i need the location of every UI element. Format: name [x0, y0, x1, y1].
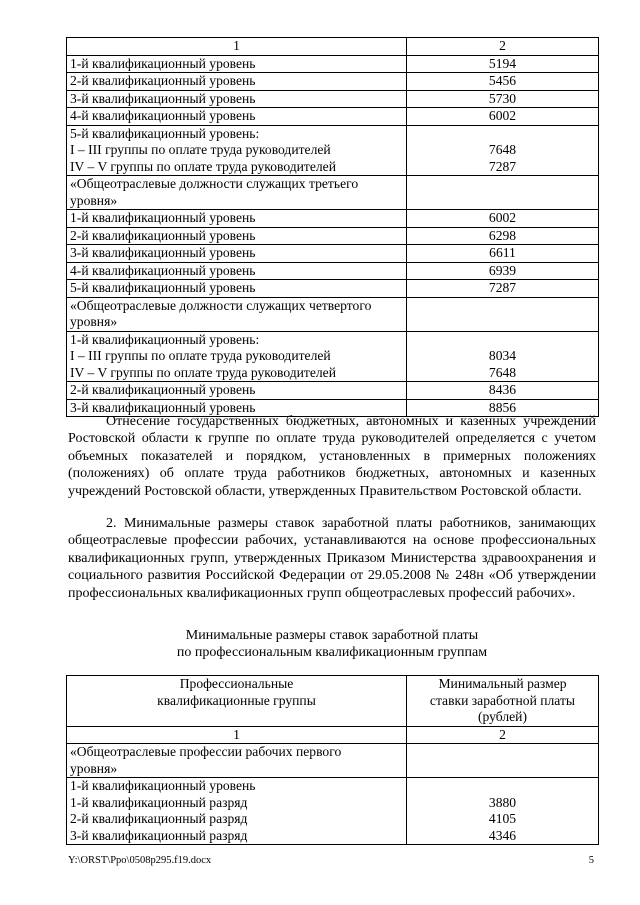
- row-label: 5-й квалификационный уровень: [67, 280, 407, 298]
- table-row: [67, 262, 599, 280]
- salary-table-2: [66, 675, 599, 845]
- row-value: 6298: [407, 227, 599, 245]
- row-label: «Общеотраслевые профессии рабочих первого уровня»: [67, 744, 407, 778]
- table-row: [67, 280, 599, 298]
- paragraph-2-text: 2. Минимальные размеры ставок заработной платы работников, занимающих общеотраслевые профессии рабочих, устанавливаются на основе профессиональных квалификационных групп, утвержденных Приказом Министерства здравоохранения и социального развития Российской Федерации от 29.05.2008 № 248н «Об утверждении профессиональных квалификационных групп общеотраслевых профессий рабочих».: [68, 516, 596, 601]
- column-number-1: 1: [67, 726, 407, 744]
- row-value: [407, 176, 599, 210]
- row-label: 1-й квалификационный уровень: [67, 55, 407, 73]
- footer-page-number: 5: [588, 855, 594, 866]
- table-2-column-numbers: [67, 726, 599, 744]
- column-number-2: 2: [407, 726, 599, 744]
- row-value: 5194: [407, 55, 599, 73]
- column-header-min-rate: Минимальный размер ставки заработной платы (рублей): [407, 676, 599, 727]
- table-row: [67, 331, 599, 382]
- table-row: [67, 176, 599, 210]
- row-value: 6002: [407, 108, 599, 126]
- row-value: 8034 7648: [407, 331, 599, 382]
- table-row: [67, 125, 599, 176]
- table-row: [67, 55, 599, 73]
- row-value: 3880 4105 4346: [407, 778, 599, 845]
- row-value: [407, 744, 599, 778]
- footer-file-path: Y:\ORST\Ppo\0508p295.f19.docx: [68, 855, 212, 866]
- row-label: 3-й квалификационный уровень: [67, 245, 407, 263]
- table-2-heading: [66, 627, 598, 662]
- column-number-2: 2: [407, 38, 599, 56]
- heading-line-1: Минимальные размеры ставок заработной платы: [185, 628, 479, 643]
- paragraph-group-assignment: [68, 413, 596, 500]
- row-value: 6611: [407, 245, 599, 263]
- row-value: 5456: [407, 73, 599, 91]
- row-label: 2-й квалификационный уровень: [67, 227, 407, 245]
- table-row: [67, 744, 599, 778]
- table-1-column-numbers: [67, 38, 599, 56]
- table-row: [67, 90, 599, 108]
- table-row: [67, 297, 599, 331]
- table-row: [67, 382, 599, 400]
- row-value: 8436: [407, 382, 599, 400]
- column-number-1: 1: [67, 38, 407, 56]
- row-label: 4-й квалификационный уровень: [67, 108, 407, 126]
- salary-table-1: [66, 37, 599, 417]
- table-row: [67, 73, 599, 91]
- row-value: 5730: [407, 90, 599, 108]
- row-label: «Общеотраслевые должности служащих четвертого уровня»: [67, 297, 407, 331]
- row-label: 4-й квалификационный уровень: [67, 262, 407, 280]
- row-label: 2-й квалификационный уровень: [67, 73, 407, 91]
- row-value: 8856: [407, 399, 599, 417]
- heading-line-2: по профессиональным квалификационным группам: [176, 645, 488, 661]
- row-value: 7287: [407, 280, 599, 298]
- row-label: 1-й квалификационный уровень 1-й квалификационный разряд 2-й квалификационный разряд 3-й квалификационный разряд: [67, 778, 407, 845]
- table-2-column-headers: [67, 676, 599, 727]
- row-label: 1-й квалификационный уровень: [67, 210, 407, 228]
- row-value: 7648 7287: [407, 125, 599, 176]
- column-header-groups: Профессиональные квалификационные группы: [67, 676, 407, 727]
- table-row: [67, 210, 599, 228]
- row-label: 3-й квалификационный уровень: [67, 399, 407, 417]
- row-value: 6939: [407, 262, 599, 280]
- table-row: [67, 108, 599, 126]
- paragraph-workers-rates: [68, 515, 596, 602]
- row-value: 6002: [407, 210, 599, 228]
- row-label: «Общеотраслевые должности служащих третьего уровня»: [67, 176, 407, 210]
- paragraph-1-text: Отнесение государственных бюджетных, автономных и казенных учреждений Ростовской области к группе по оплате труда руководителей определяется с учетом объемных показателей и порядком, установленных в примерных положениях (положениях) об оплате труда работников бюджетных, автономных и казенных учреждений Ростовской области, утвержденных Правительством Ростовской области.: [68, 414, 596, 499]
- row-label: 3-й квалификационный уровень: [67, 90, 407, 108]
- table-row: [67, 245, 599, 263]
- row-label: 5-й квалификационный уровень: I – III группы по оплате труда руководителей IV – V группы по оплате труда руководителей: [67, 125, 407, 176]
- row-label: 1-й квалификационный уровень: I – III группы по оплате труда руководителей IV – V группы по оплате труда руководителей: [67, 331, 407, 382]
- table-row: [67, 227, 599, 245]
- row-value: [407, 297, 599, 331]
- table-row: [67, 778, 599, 845]
- row-label: 2-й квалификационный уровень: [67, 382, 407, 400]
